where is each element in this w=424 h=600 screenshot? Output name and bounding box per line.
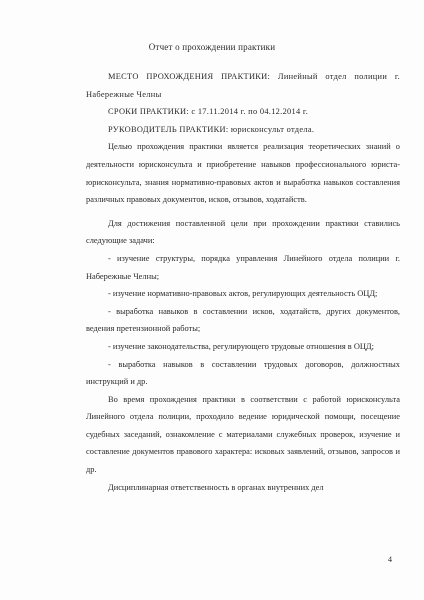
paragraph-disciplinary-heading: Дисциплинарная ответственность в органах внутренних дел (108, 482, 324, 492)
document-title: Отчет о прохождении практики (148, 42, 276, 52)
paragraph-practice-dates: СРОКИ ПРАКТИКИ: с 17.11.2014 г. по 04.12.2014 г. (108, 107, 309, 117)
paragraph-tasks-intro: Для достижения поставленной цели при прохождении практики ставились следующие задачи: (86, 218, 400, 246)
paragraph-practice-place: МЕСТО ПРОХОЖДЕНИЯ ПРАКТИКИ: Линейный отдел полиции г. Набережные Челны (86, 72, 400, 99)
list-item-task-3: - выработка навыков в составлении исков, ходатайств, других документов, ведения претензионной работы; (86, 306, 400, 334)
paragraph-practice-goal: Целью прохождения практики является реализация теоретических знаний о деятельности юрисконсульта и приобретение навыков профессионального юриста-юрисконсульта, знания нормативно-правовых актов и выработка навыков составления различных правовых документов, исков, отзывов, ходатайств. (86, 142, 400, 205)
list-item-task-1: - изучение структуры, порядка управления Линейного отдела полиции г. Набережные Челны; (86, 253, 400, 281)
list-item-task-5: - выработка навыков в составлении трудовых договоров, должностных инструкций и др. (86, 359, 400, 387)
paragraph-practice-supervisor: РУКОВОДИТЕЛЬ ПРАКТИКИ: юрисконсульт отдела. (108, 124, 315, 134)
paragraph-practice-work: Во время прохождения практики в соответствии с работой юрисконсульта Линейного отдела полиции, проходило ведение юридической помощи, посещение судебных заседаний, ознакомление с материалами служебных проверок, изучение и составление документов правового характера: исковых заявлений, отзывов, запросов и др. (86, 394, 400, 475)
document-body (86, 68, 400, 496)
list-item-task-4: - изучение законодательства, регулирующего трудовые отношения в ОЦД; (108, 341, 374, 351)
list-item-task-2: - изучение нормативно-правовых актов, регулирующих деятельность ОЦД; (108, 289, 378, 299)
page-number: 4 (388, 555, 392, 564)
